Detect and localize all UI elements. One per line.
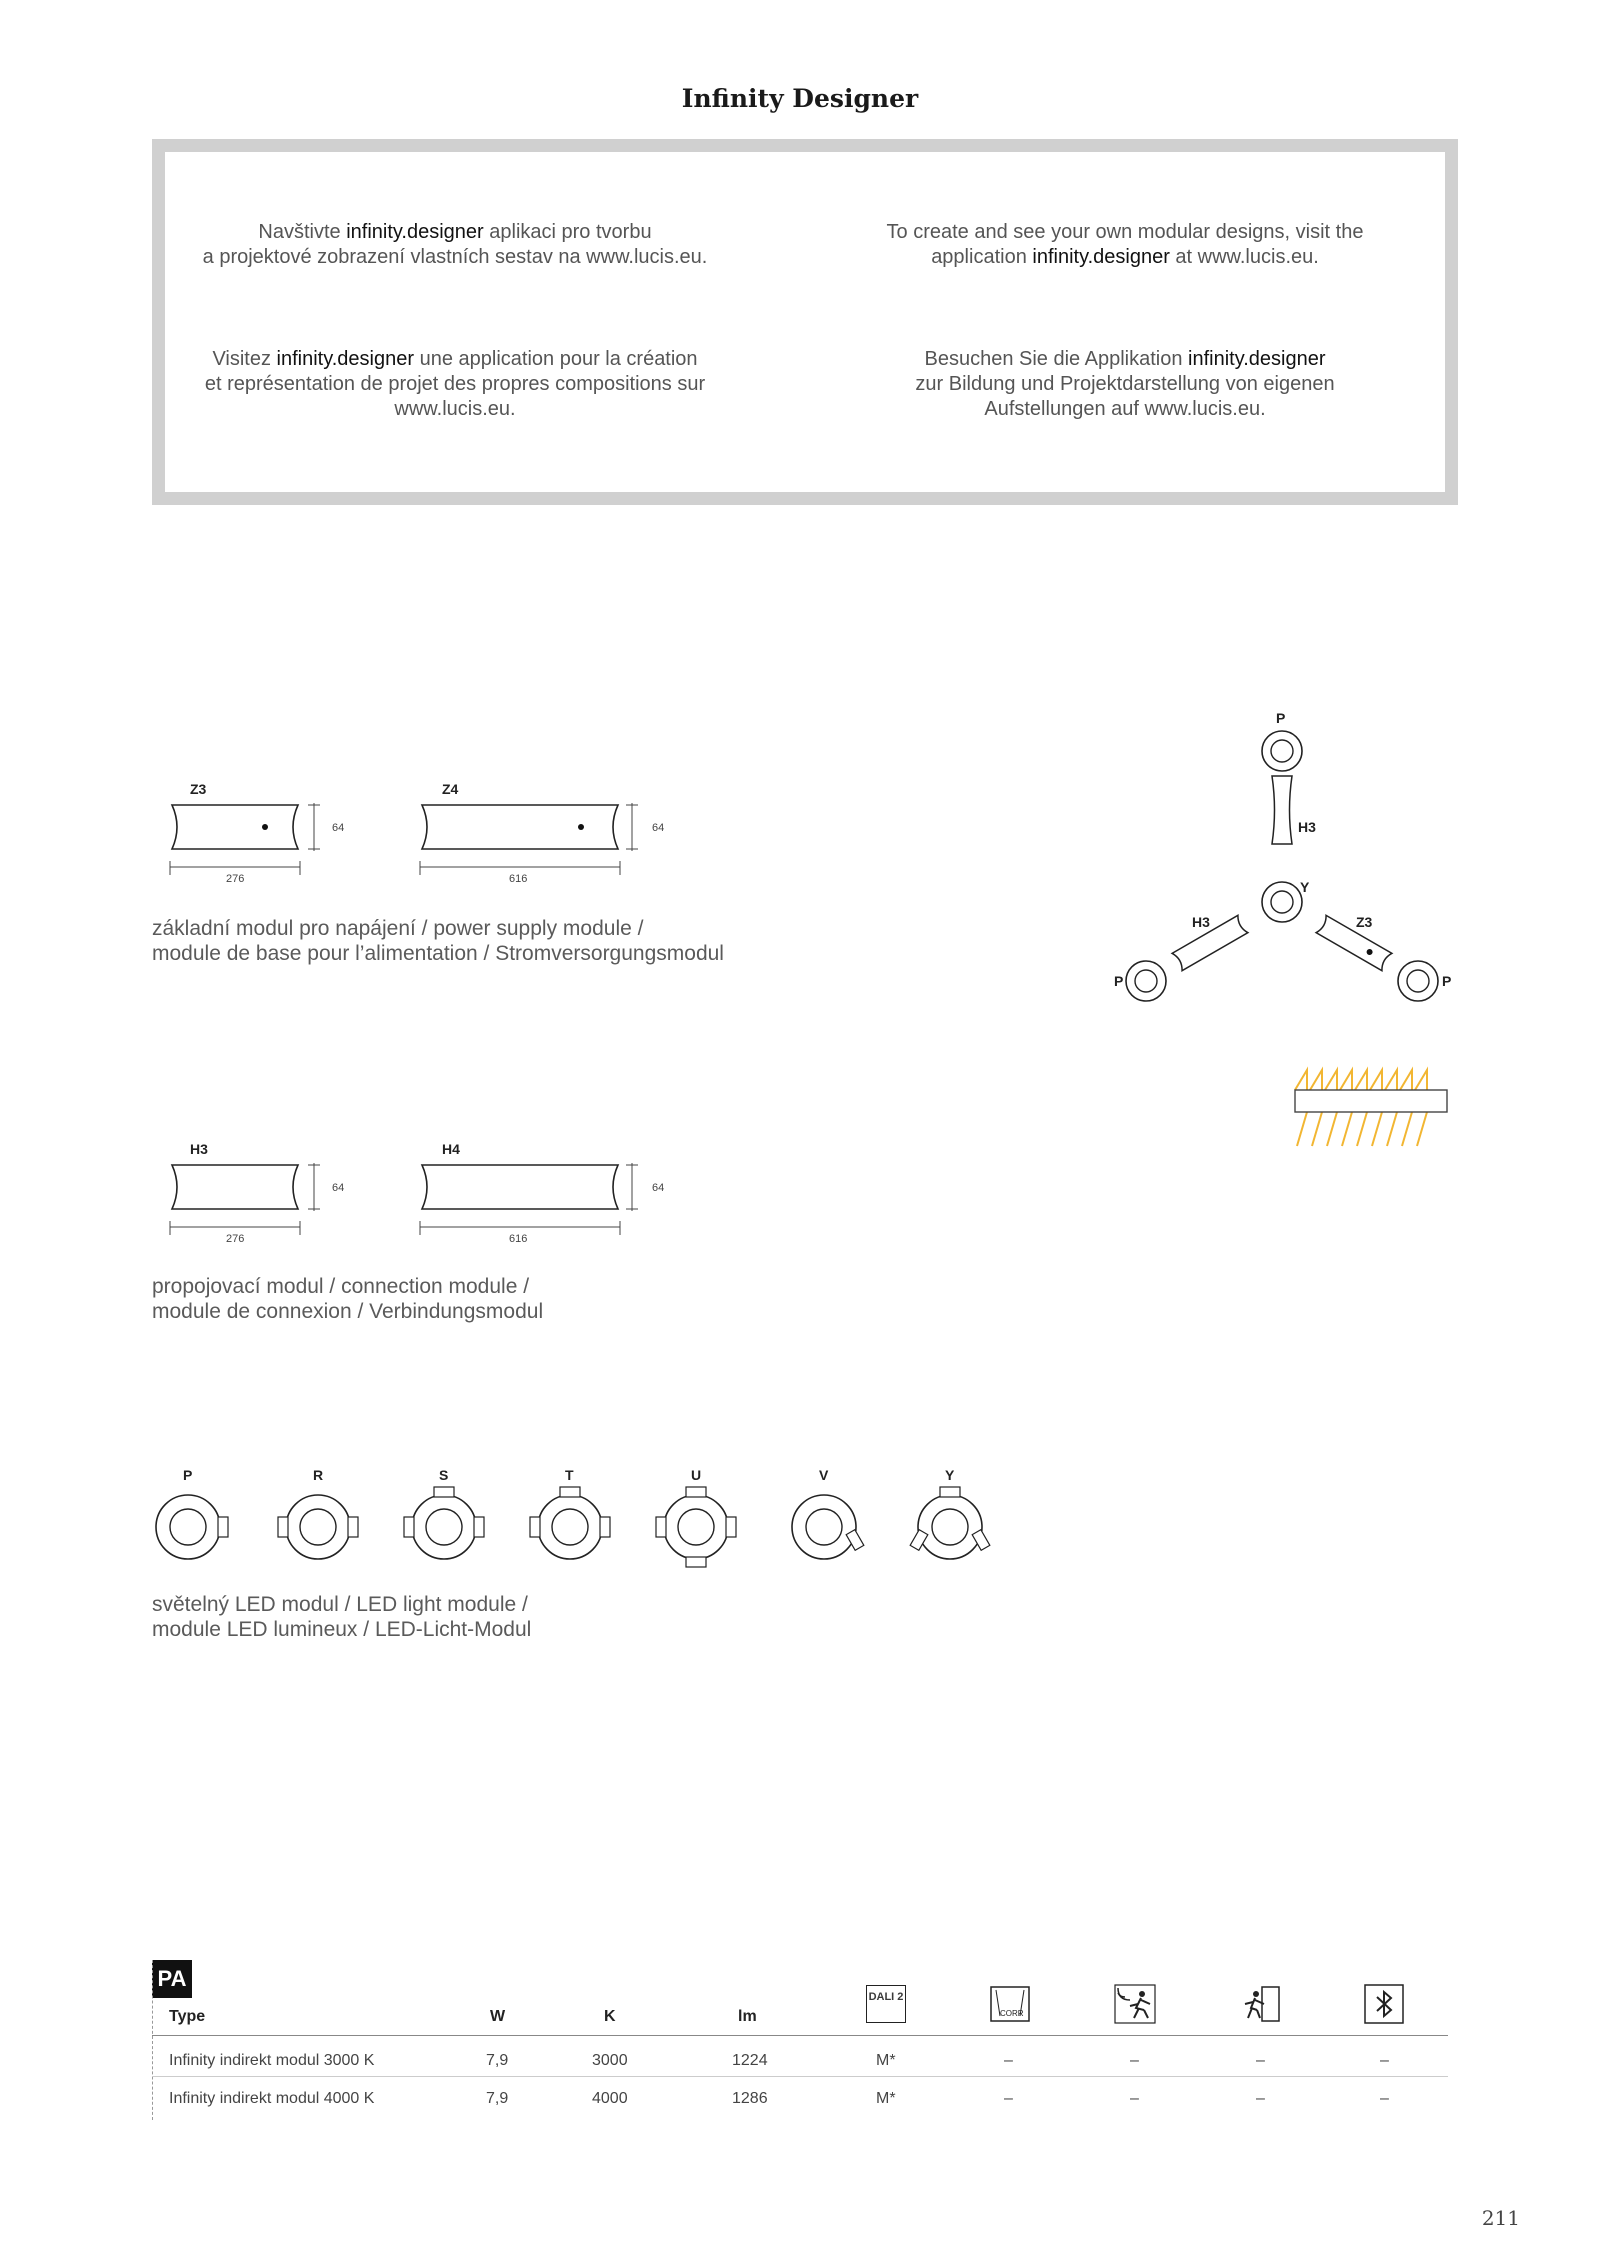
spec-table [152,1960,1448,2120]
cell-sensor: – [1130,2052,1139,2069]
cell-emergency: – [1256,2052,1265,2069]
cell-lm: 1286 [732,2090,768,2107]
app-name: infinity.designer [346,221,484,243]
pa-badge: PA [152,1960,192,1998]
power-module-drawing [152,775,692,895]
led-module-label: Y [945,1467,955,1483]
cell-bluetooth: – [1380,2090,1389,2107]
label-center-y: Y [1300,879,1310,895]
info-text-fr: Visitez infinity.designer une application pour la création et représentation de projet des propres compositions sur www.lucis.eu. [204,348,706,420]
cell-corr: – [1004,2090,1013,2107]
led-module-u [656,1487,736,1567]
led-module-label: R [313,1467,324,1483]
cell-dali: M* [876,2090,896,2107]
label-right-p: P [1442,973,1452,989]
cell-type: Infinity indirekt modul 3000 K [169,2052,375,2069]
led-module-t [530,1487,610,1559]
label-top-p: P [1276,710,1286,726]
dim-length: 616 [509,1233,528,1245]
app-name: infinity.designer [1032,246,1170,268]
module-z4-shape [422,805,618,849]
dim-height: 64 [332,1182,345,1194]
composition-diagram [1100,700,1480,1010]
cell-w: 7,9 [486,2090,509,2107]
page-number: 211 [1481,2206,1520,2230]
led-module-s [404,1487,484,1559]
col-header-k: K [604,2008,616,2025]
cell-corr: – [1004,2052,1013,2069]
corridor-icon [990,1986,1030,2022]
module-label-z3: Z3 [190,781,207,797]
power-module-caption: základní modul pro napájení / power supply module / module de base pour l’alimentation / Stromversorgungsmodul [152,917,724,965]
led-module-r [278,1495,358,1559]
led-module-top [1262,731,1302,771]
label-arm-left: H3 [1192,914,1210,930]
info-text-cz: Navštivte infinity.designer aplikaci pro tvorbu a projektové zobrazení vlastních sestav na www.lucis.eu. [202,221,708,268]
dali-icon: DALI 2 [866,1985,906,2023]
cell-w: 7,9 [486,2052,509,2069]
led-module-drawing [152,1465,1012,1575]
emergency-exit-icon [1240,1984,1282,2024]
arm-top-module [1272,776,1292,844]
led-module-label: P [183,1467,193,1483]
power-point [262,824,268,830]
app-name: infinity.designer [276,348,415,370]
sensor-icon [1114,1984,1156,2024]
led-module-y [910,1487,990,1559]
cell-type: Infinity indirekt modul 4000 K [169,2090,375,2107]
cell-dali: M* [876,2052,896,2069]
arm-right-module [1316,915,1392,970]
cell-lm: 1224 [732,2052,768,2069]
led-module-label: T [565,1467,574,1483]
dim-height: 64 [652,1182,665,1194]
led-module-right [1398,961,1438,1001]
bluetooth-icon [1364,1984,1404,2024]
dim-length: 276 [226,1233,245,1245]
dim-length: 616 [509,873,528,885]
dim-length: 276 [226,873,245,885]
cell-emergency: – [1256,2090,1265,2107]
led-module-caption: světelný LED modul / LED light module / module LED lumineux / LED-Licht-Modul [152,1593,532,1641]
svg-text:CORR: CORR [1000,2009,1024,2018]
led-module-p [156,1495,228,1559]
col-header-type: Type [169,2008,206,2025]
led-module-label: V [819,1467,829,1483]
led-module-label: U [691,1467,702,1483]
center-module [1262,882,1302,922]
col-header-lm: lm [738,2008,757,2025]
info-text-de: Besuchen Sie die Applikation infinity.designer zur Bildung und Projektdarstellung von eigenen Aufstellungen auf www.lucis.eu. [915,348,1335,420]
cell-sensor: – [1130,2090,1139,2107]
page-title: Infinity Designer [681,84,919,113]
module-label-z4: Z4 [442,781,459,797]
module-h3-shape [172,1165,298,1209]
module-z3-shape [172,805,298,849]
label-left-p: P [1114,973,1124,989]
label-arm-top: H3 [1298,819,1316,835]
power-point [578,824,584,830]
connection-module-caption: propojovací modul / connection module / module de connexion / Verbindungsmodul [152,1275,544,1323]
col-header-w: W [490,2008,506,2025]
led-module-label: S [439,1467,449,1483]
module-label-h4: H4 [442,1141,460,1157]
led-module-v [792,1495,864,1559]
indirect-light-icon [1285,1060,1455,1150]
label-arm-right: Z3 [1356,914,1373,930]
arm-left-module [1172,915,1248,970]
connection-module-drawing [152,1135,692,1255]
cell-bluetooth: – [1380,2052,1389,2069]
info-box [152,139,1458,505]
module-h4-shape [422,1165,618,1209]
info-text-en: To create and see your own modular designs, visit the application infinity.designer at www.lucis.eu. [886,221,1364,268]
module-label-h3: H3 [190,1141,208,1157]
dim-height: 64 [332,822,345,834]
app-name: infinity.designer [1188,348,1326,370]
led-module-left [1126,961,1166,1001]
dim-height: 64 [652,822,665,834]
cell-k: 3000 [592,2052,628,2069]
cell-k: 4000 [592,2090,628,2107]
